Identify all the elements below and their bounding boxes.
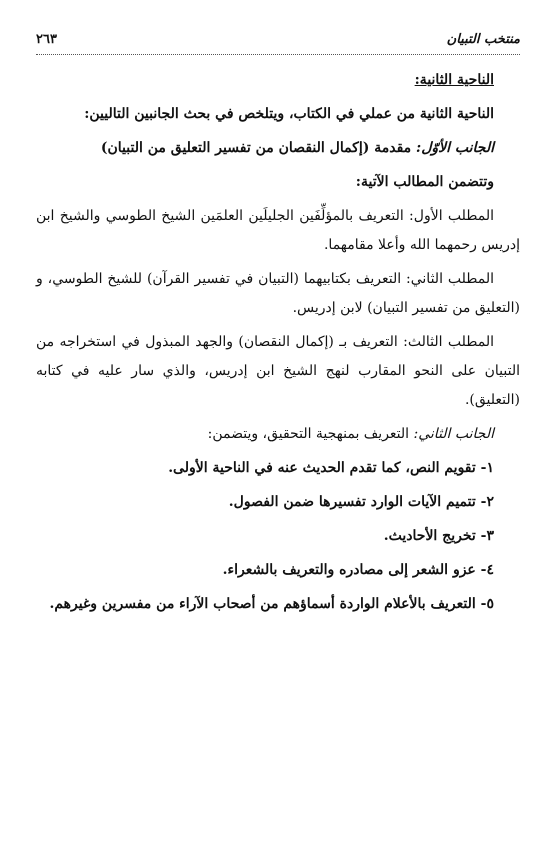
topic2-paragraph: المطلب الثاني: التعريف بكتابيهما (التبيان في تفسير القرآن) للشيخ الطوسي، و (التعليق من تفسير التبيان) لابن إدريس. (36, 271, 520, 316)
intro-paragraph: الناحية الثانية من عملي في الكتاب، ويتلخص في بحث الجانبين التاليين: (84, 106, 494, 122)
page-body (36, 66, 520, 624)
section-heading-para (36, 66, 520, 95)
list-item: ١- تقويم النص، كما تقدم الحديث عنه في الناحية الأولى. (168, 460, 494, 476)
methodology-list (36, 454, 520, 619)
side1-text: مقدمة (إكمال النقصان من تفسير التعليق من التبيان) (100, 140, 417, 156)
list-item: ٤- عزو الشعر إلى مصادره والتعريف بالشعراء. (222, 562, 494, 578)
side1-includes: وتتضمن المطالب الآتية: (355, 174, 494, 190)
book-page (36, 0, 520, 850)
side2-text: التعريف بمنهجية التحقيق، ويتضمن: (207, 426, 414, 442)
list-item: ٢- تتميم الآيات الوارد تفسيرها ضمن الفصول. (228, 494, 494, 510)
page-number: ٢٦٣ (36, 32, 61, 47)
header-book-title: منتخب التبيان (443, 32, 520, 47)
side1-paragraph (36, 134, 520, 163)
topic3-paragraph: المطلب الثالث: التعريف بـ (إكمال النقصان) والجهد المبذول في استخراجه من التبيان على النحو المقارب لنهج الشيخ ابن إدريس، والذي سار عليه في كتابه (التعليق). (36, 334, 520, 408)
list-item: ٥- التعريف بالأعلام الواردة أسماؤهم من أصحاب الآراء من مفسرين وغيرهم. (49, 596, 494, 612)
side2-label: الجانب الثاني: (413, 426, 494, 442)
topic1-paragraph: المطلب الأول: التعريف بالمؤلِّفَين الجليلَين العلمَين الشيخ الطوسي والشيخ ابن إدريس رحمهما الله وأعلا مقامهما. (36, 208, 520, 253)
running-header (36, 30, 520, 55)
list-item: ٣- تخريج الأحاديث. (383, 528, 494, 544)
section-heading: الناحية الثانية: (414, 72, 494, 88)
side2-paragraph (36, 420, 520, 449)
side1-label: الجانب الأوّل: (416, 140, 494, 156)
